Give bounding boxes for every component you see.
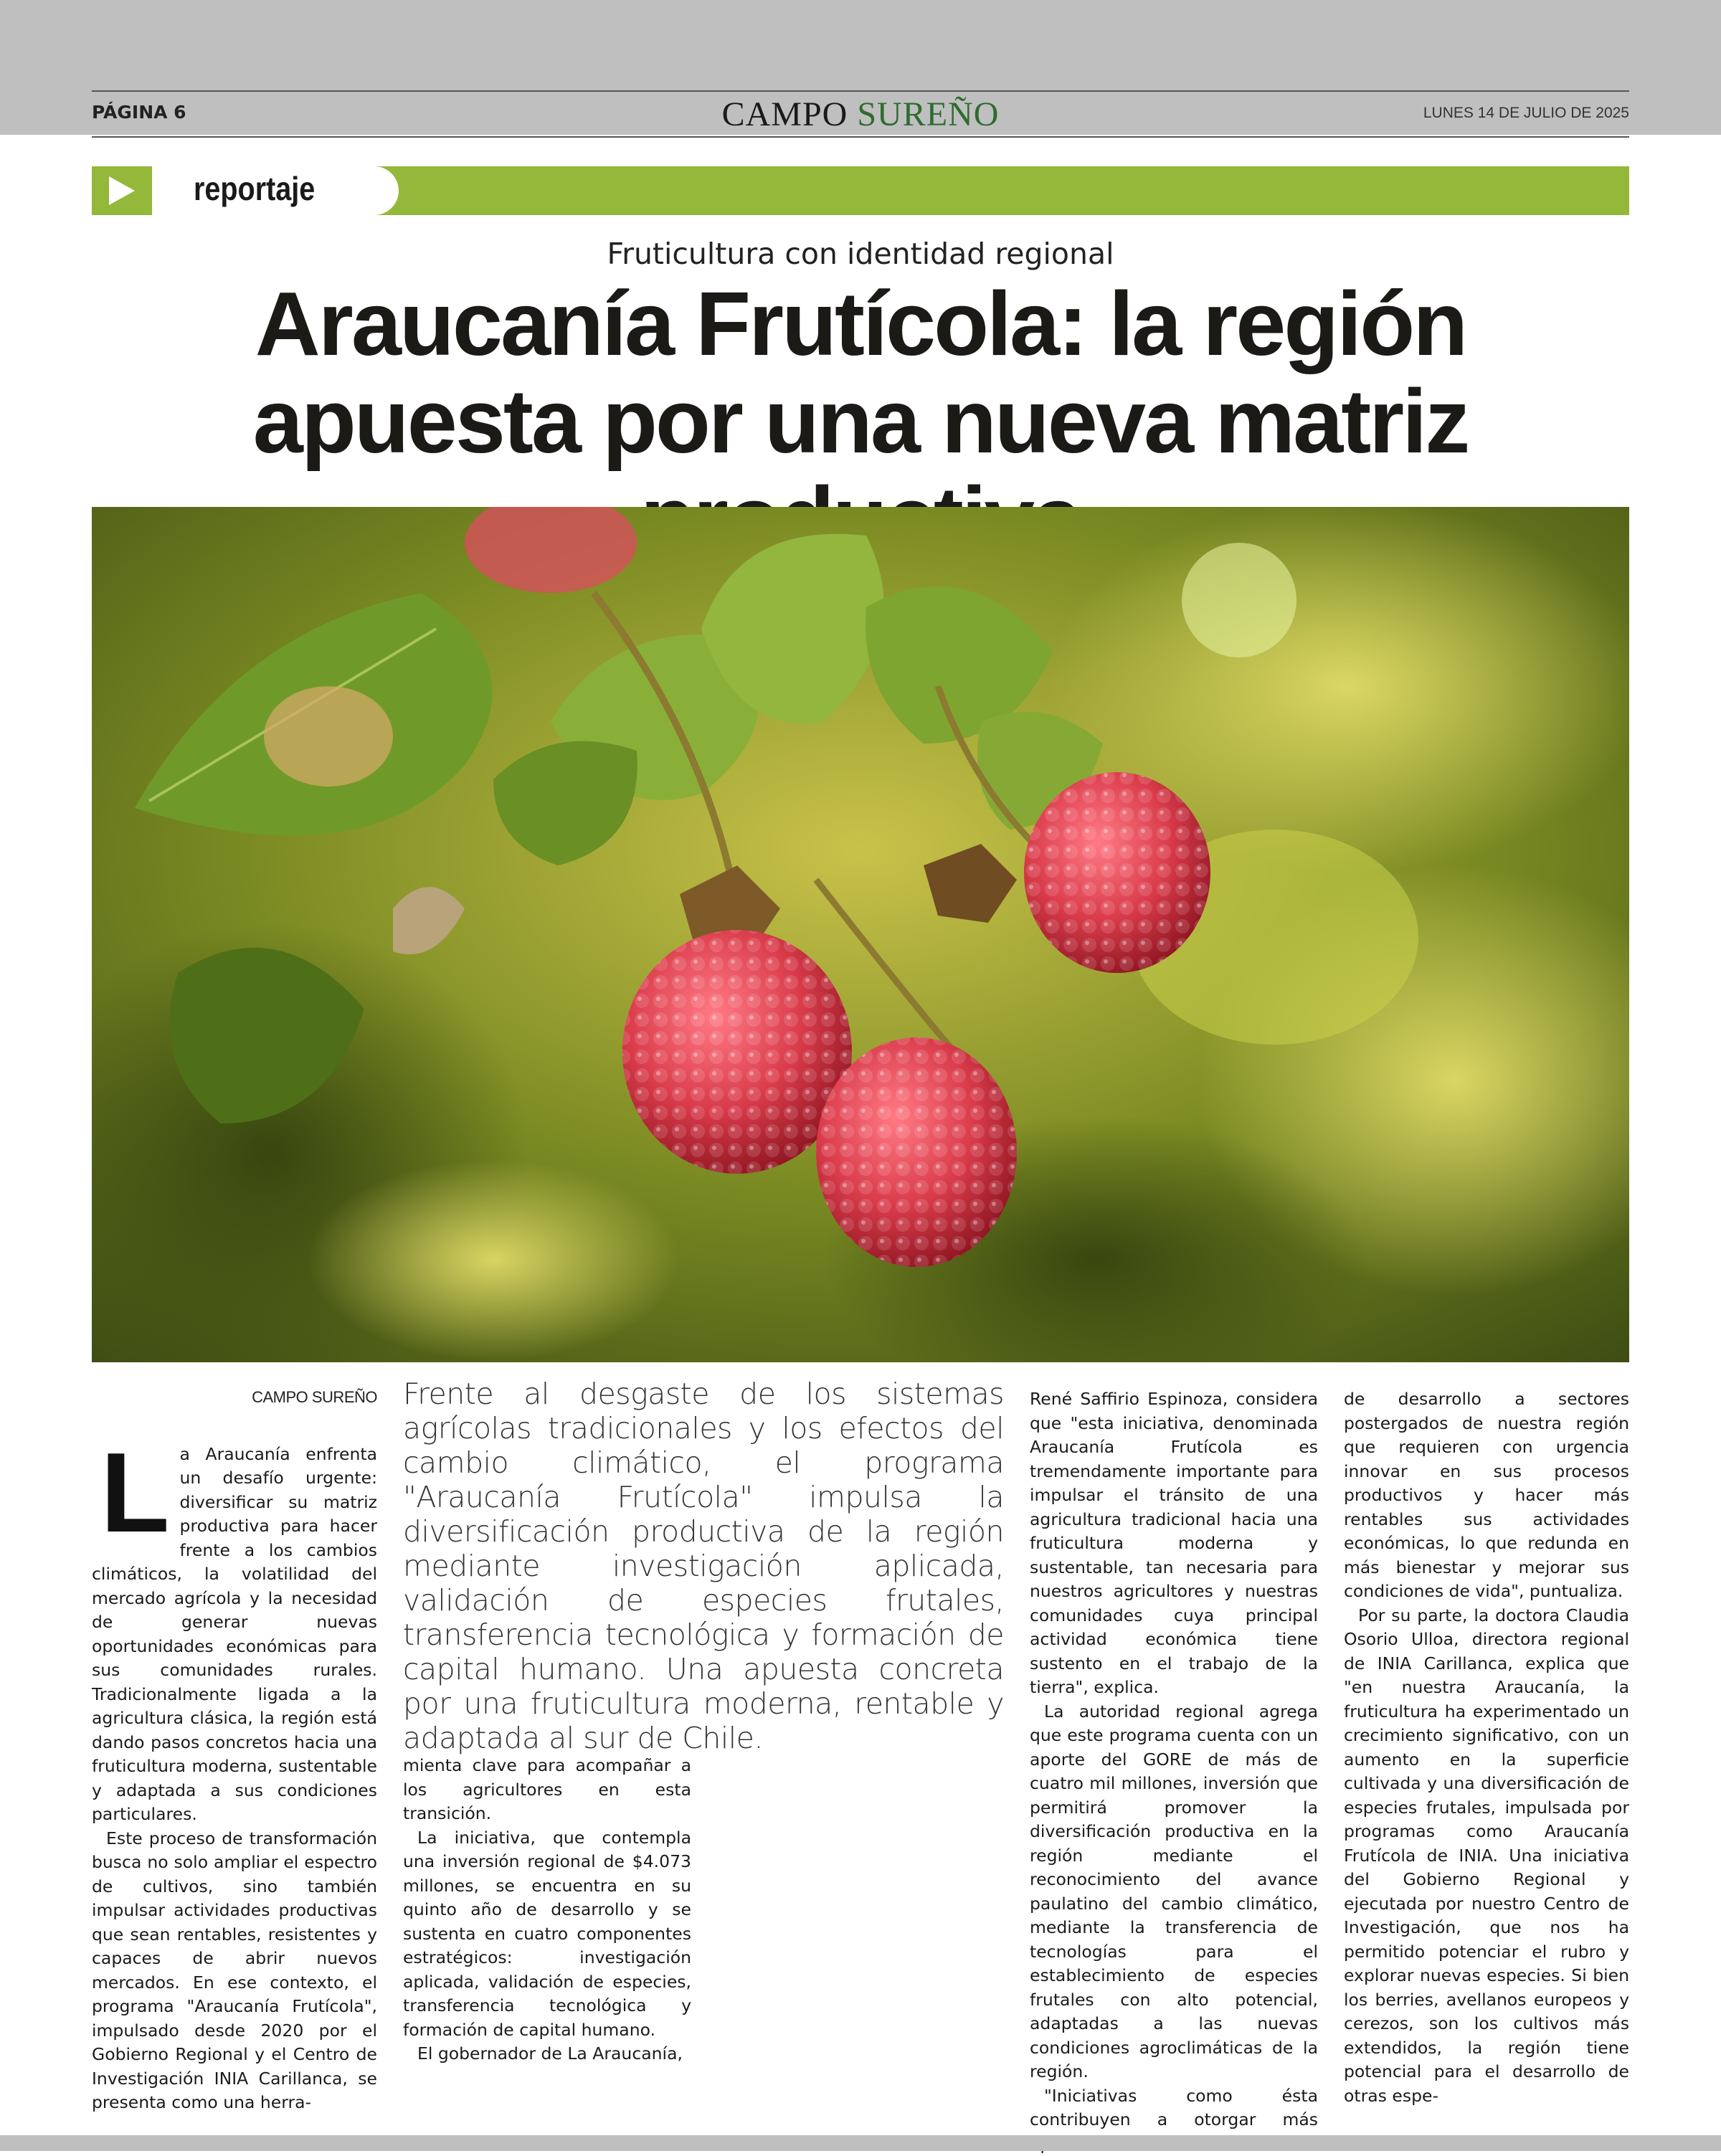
logo-word-campo: CAMPO (722, 95, 848, 133)
viewer-bottom-bar (0, 2135, 1721, 2151)
section-bar (92, 166, 1629, 215)
section-green-strip (370, 166, 1629, 215)
article-kicker: Fruticultura con identidad regional (0, 237, 1721, 271)
article-column-2 (403, 1754, 691, 2066)
newspaper-logo (92, 95, 1629, 134)
masthead (92, 90, 1629, 138)
paragraph: de desarrollo a sectores postergados de nuestra región que requieren con urgencia innovar en sus procesos productivos y hacer más rentables sus actividades económicas, lo que redunda en más bienestar y mejorar sus condiciones de vida", puntualiza. (1344, 1387, 1629, 1604)
paragraph: Este proceso de transformación busca no solo ampliar el espectro de cultivos, sino también impulsar actividades productivas que sean rentables, resistentes y capaces de abrir nuevos mercados. En ese contexto, el programa "Araucanía Frutícola", impulsado desde 2020 por el Gobierno Regional y el Centro de Investigación INIA Carillanca, se presenta como una herra- (92, 1827, 377, 2115)
paragraph: René Saffirio Espinoza, considera que "esta iniciativa, denominada Araucanía Frutícola es tremendamente importante para impulsar el tránsito de una agricultura tradicional hacia una fruticultura moderna y sustentable, tan necesaria para nuestros agricultores y nuestras comunidades cuya principal actividad económica tiene sustento en el trabajo de la tierra", explica. (1030, 1387, 1318, 1700)
page-number: PÁGINA 6 (92, 102, 186, 123)
paragraph: mienta clave para acompañar a los agricultores en esta transición. (403, 1754, 691, 1826)
article-column-4 (1344, 1387, 1629, 2108)
paragraph: a Araucanía enfrenta un desafío urgente: diversificar su matriz productiva para hacer frente a los cambios climáticos, la volatilidad del mercado agrícola y la necesidad de generar nuevas oportunidades económicas para sus comunidades rurales. Tradicionalmente ligada a la agricultura clásica, la región está dando pasos concretos hacia una fruticultura moderna, sustentable y adaptada a sus condiciones particulares. (92, 1443, 377, 1827)
issue-date: LUNES 14 DE JULIO DE 2025 (1423, 105, 1629, 122)
article-lede: Frente al desgaste de los sistemas agrícolas tradicionales y los efectos del cambio climático, el programa "Araucanía Frutícola" impulsa la diversificación productiva de la región mediante investigación aplicada, validación de especies frutales, transferencia tecnológica y formación de capital humano. Una apuesta concreta por una fruticultura moderna, rentable y adaptada al sur de Chile. (403, 1377, 1004, 1755)
section-label: reportaje (194, 169, 315, 208)
article-headline: Araucanía Frutícola: la región apuesta por una nueva matriz (100, 275, 1621, 568)
article-column-1 (92, 1385, 377, 2115)
raspberry-photo (92, 507, 1629, 1362)
logo-word-sureno: SUREÑO (857, 95, 999, 133)
paragraph: El gobernador de La Araucanía, (403, 2042, 691, 2066)
drop-cap: L (100, 1445, 170, 1540)
article-column-3 (1030, 1387, 1318, 2156)
byline: CAMPO SUREÑO (92, 1385, 377, 1410)
paragraph: La autoridad regional agrega que este programa cuenta con un aporte del GORE de más de cuatro mil millones, inversión que permitirá promover la diversificación productiva en la región mediante el reconocimiento del avance paulatino del cambio climático, mediante la transferencia de tecnologías para el establecimiento de especies frutales con alto potencial, adaptadas a las nuevas condiciones agroclimáticas de la región. (1030, 1700, 1318, 2084)
paragraph: Por su parte, la doctora Claudia Osorio Ulloa, directora regional de INIA Carillanca, explica que "en nuestra Araucanía, la fruticultura ha experimentado un crecimiento significativo, con un aumento en la superficie cultivada y una diversificación de especies frutales, impulsada por programas como Araucanía Frutícola de INIA. Una iniciativa del Gobierno Regional y ejecutada por nuestro Centro de Investigación, que nos ha permitido potenciar el rubro y explorar nuevas especies. Si bien los berries, avellanos europeos y cerezos, son los cultivos más extendidos, la región tiene potencial para el desarrollo de otras espe- (1344, 1604, 1629, 2109)
play-arrow-icon (92, 166, 152, 215)
paragraph: "Iniciativas como ésta contribuyen a otorgar más (1030, 2084, 1318, 2156)
paragraph: La iniciativa, que contempla una inversión regional de $4.073 millones, se encuentra en su quinto año de desarrollo y se sustenta en cuatro componentes estratégicos: investigación aplicada, validación de especies, transferencia tecnológica y formación de capital humano. (403, 1826, 691, 2043)
